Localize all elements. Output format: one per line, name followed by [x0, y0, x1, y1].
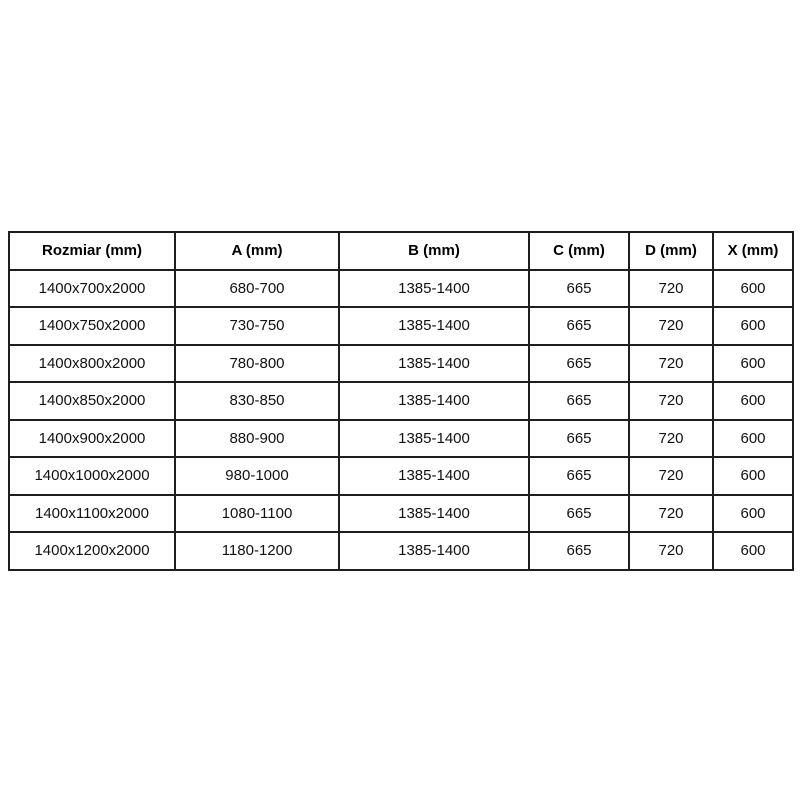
table-row [9, 532, 793, 570]
cell: 1400x700x2000 [9, 270, 175, 308]
cell: 1385-1400 [339, 532, 529, 570]
column-header-2: B (mm) [339, 232, 529, 270]
cell: 665 [529, 345, 629, 383]
cell: 665 [529, 495, 629, 533]
column-header-0: Rozmiar (mm) [9, 232, 175, 270]
cell: 1400x1000x2000 [9, 457, 175, 495]
table-row [9, 457, 793, 495]
cell: 720 [629, 532, 713, 570]
cell: 720 [629, 420, 713, 458]
cell: 730-750 [175, 307, 339, 345]
cell: 720 [629, 382, 713, 420]
cell: 1385-1400 [339, 495, 529, 533]
cell: 880-900 [175, 420, 339, 458]
cell: 1385-1400 [339, 270, 529, 308]
cell: 600 [713, 382, 793, 420]
cell: 720 [629, 307, 713, 345]
cell: 1385-1400 [339, 382, 529, 420]
cell: 1400x750x2000 [9, 307, 175, 345]
cell: 1385-1400 [339, 345, 529, 383]
cell: 1400x1200x2000 [9, 532, 175, 570]
cell: 1400x800x2000 [9, 345, 175, 383]
cell: 1385-1400 [339, 420, 529, 458]
cell: 600 [713, 345, 793, 383]
table-row [9, 270, 793, 308]
column-header-4: D (mm) [629, 232, 713, 270]
cell: 665 [529, 420, 629, 458]
cell: 780-800 [175, 345, 339, 383]
cell: 680-700 [175, 270, 339, 308]
cell: 720 [629, 345, 713, 383]
cell: 720 [629, 495, 713, 533]
cell: 665 [529, 270, 629, 308]
table-row [9, 307, 793, 345]
cell: 600 [713, 495, 793, 533]
cell: 600 [713, 270, 793, 308]
cell: 1400x850x2000 [9, 382, 175, 420]
cell: 600 [713, 457, 793, 495]
header-row [9, 232, 793, 270]
cell: 665 [529, 532, 629, 570]
cell: 665 [529, 382, 629, 420]
cell: 600 [713, 307, 793, 345]
cell: 1400x900x2000 [9, 420, 175, 458]
cell: 1385-1400 [339, 457, 529, 495]
cell: 830-850 [175, 382, 339, 420]
column-header-3: C (mm) [529, 232, 629, 270]
table-row [9, 420, 793, 458]
cell: 1400x1100x2000 [9, 495, 175, 533]
cell: 720 [629, 457, 713, 495]
table-row [9, 345, 793, 383]
cell: 720 [629, 270, 713, 308]
cell: 1385-1400 [339, 307, 529, 345]
column-header-5: X (mm) [713, 232, 793, 270]
cell: 1180-1200 [175, 532, 339, 570]
table-head [9, 232, 793, 270]
cell: 665 [529, 307, 629, 345]
column-header-1: A (mm) [175, 232, 339, 270]
table-row [9, 382, 793, 420]
cell: 980-1000 [175, 457, 339, 495]
table-row [9, 495, 793, 533]
cell: 1080-1100 [175, 495, 339, 533]
cell: 600 [713, 532, 793, 570]
table-body [9, 270, 793, 570]
dimensions-table [8, 231, 794, 571]
cell: 600 [713, 420, 793, 458]
cell: 665 [529, 457, 629, 495]
